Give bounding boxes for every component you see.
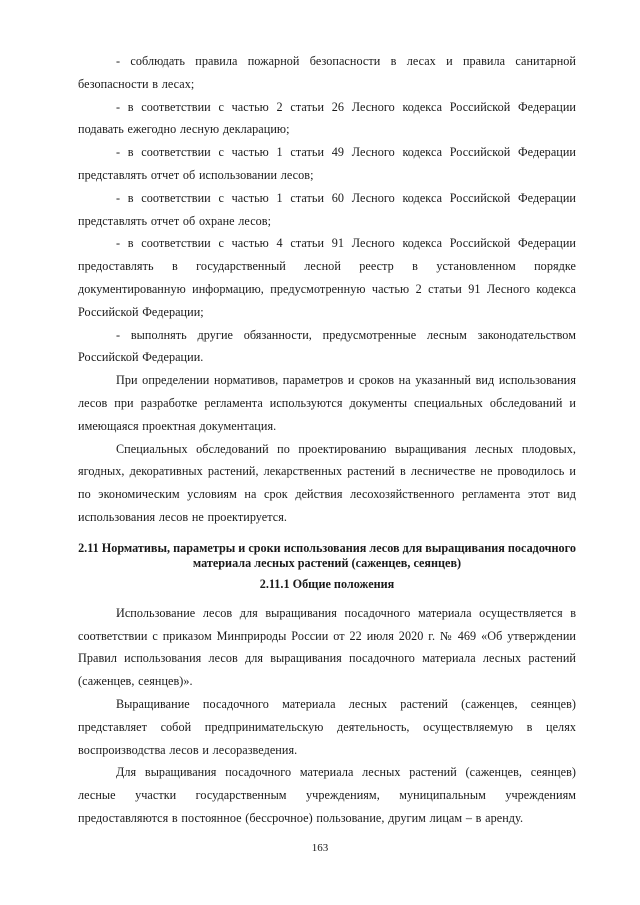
paragraph-land-provision: Для выращивания посадочного материала лесных растений (саженцев, сеянцев) лесные участки государственным учреждениям, муниципальным учреждениям предоставляются в постоянное (бессрочное) пользование, другим лицам – в аренду. [78, 765, 576, 825]
list-item-usage-report: - в соответствии с частью 1 статьи 49 Лесного кодекса Российской Федерации представлять отчет об использовании лесов; [78, 145, 576, 182]
paragraph-business-activity: Выращивание посадочного материала лесных растений (саженцев, сеянцев) представляет собой предпринимательскую деятельность, осуществляемую в целях воспроизводства лесов и лесоразведения. [78, 696, 576, 757]
page-number: 163 [311, 842, 329, 854]
list-item-fire-safety: - соблюдать правила пожарной безопасности в лесах и правила санитарной безопасности в лесах; [78, 54, 576, 91]
list-item-protection-report: - в соответствии с частью 1 статьи 60 Лесного кодекса Российской Федерации представлять отчет об охране лесов; [78, 190, 576, 228]
list-item-other-duties: - выполнять другие обязанности, предусмотренные лесным законодательством Российской Федерации. [78, 327, 576, 365]
document-page [78, 50, 576, 830]
subsection-heading: 2.11.1 Общие положения [259, 576, 395, 591]
paragraph-special-surveys: Специальных обследований по проектированию выращивания лесных плодовых, ягодных, декоративных растений, лекарственных растений в лесничестве не проводилось и по экономическим условиям на срок действия лесохозяйственного регламента этот вид использования лесов не проектируется. [78, 441, 576, 524]
paragraph-legal-basis: Использование лесов для выращивания посадочного материала осуществляется в соответствии с приказом Минприроды России от 22 июля 2020 г. № 469 «Об утверждении Правил использования лесов для выращивания посадочного материала лесных растений (саженцев, сеянцев)». [78, 605, 576, 689]
list-item-forest-registry: - в соответствии с частью 4 статьи 91 Лесного кодекса Российской Федерации предоставлять в государственный лесной реестр в установленном порядке документированную информацию, предусмотренную частью 2 статьи 91 Лесного кодекса Российской Федерации; [78, 236, 576, 319]
paragraph-norms-definition: При определении нормативов, параметров и сроков на указанный вид использования лесов при разработке регламента используются документы специальных обследований и имеющаяся проектная документация. [78, 373, 576, 433]
list-item-forest-declaration: - в соответствии с частью 2 статьи 26 Лесного кодекса Российской Федерации подавать ежегодно лесную декларацию; [78, 99, 576, 137]
section-heading: 2.11 Нормативы, параметры и сроки использования лесов для выращивания посадочного материала лесных растений (саженцев, сеянцев) [78, 540, 576, 570]
